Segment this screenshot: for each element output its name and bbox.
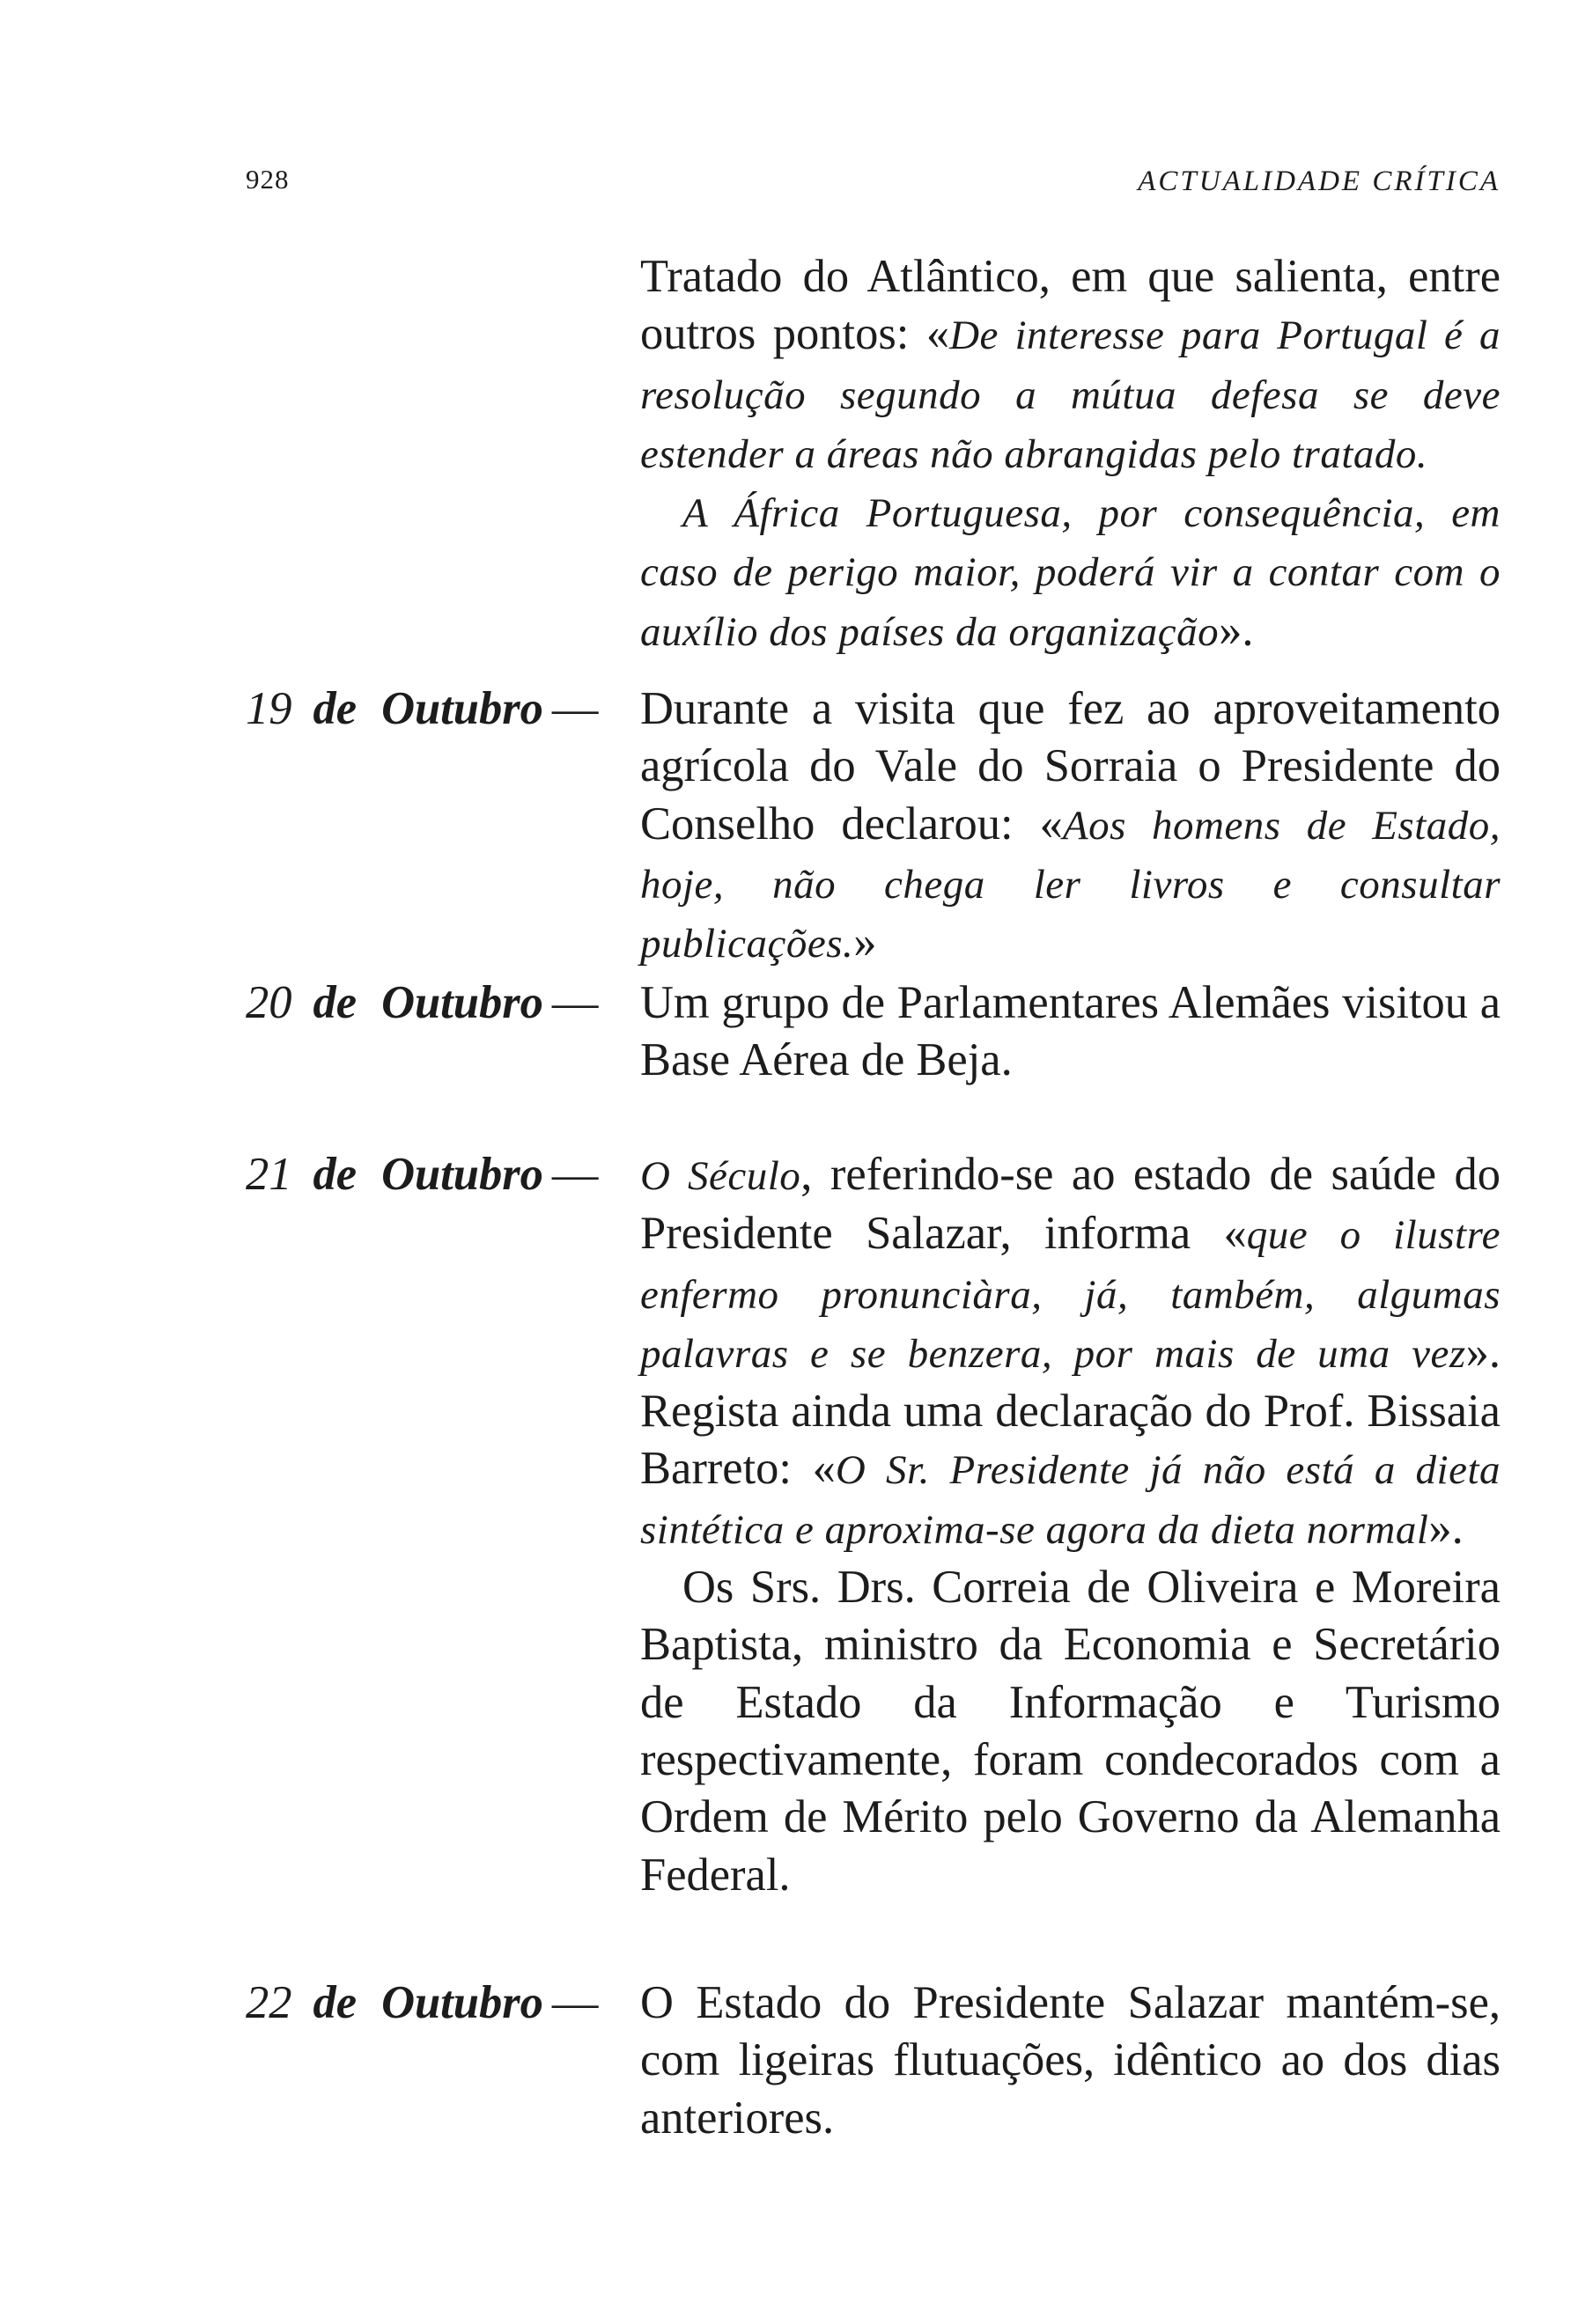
continuation-quote-close: ». [1219, 604, 1254, 656]
continuation-paragraph-2 [640, 483, 1501, 661]
entry-date-21 [246, 1146, 640, 1203]
entry-day: 21 [246, 1149, 292, 1200]
continuation-lead: Tratado do Atlântico, em que salienta, entre outros pontos: « [640, 251, 1501, 360]
entry-body-22 [640, 1975, 1501, 2147]
entry-paragraph [640, 1146, 1501, 1559]
entry-day: 22 [246, 1977, 292, 2028]
entry-paragraph-2: Os Srs. Drs. Correia de Oliveira e Moreira Baptista, ministro da Economia e Secretário de Estado da Informação e Turismo respectivamente, foram condecorados com a Ordem de Mérito pelo Governo da Alemanha Federal. [640, 1562, 1501, 1901]
continuation-quote-2: A África Portuguesa, por consequência, em caso de perigo maior, poderá vir a contar com o auxílio dos países da organização [640, 490, 1501, 655]
entry-text: , referindo-se ao estado de saúde do Presidente Salazar, informa « [640, 1149, 1501, 1260]
entry-month: Outubro [381, 1149, 543, 1200]
continuation-quote-1: De interesse para Portugal é a resolução segundo a mútua defesa se deve estender a áreas não abrangidas pelo tratado. [640, 313, 1501, 477]
continuation-paragraph [640, 248, 1501, 483]
entry-body-19 [640, 680, 1501, 973]
entry-dash: — [551, 683, 599, 734]
entry-body-20 [640, 974, 1501, 1090]
entry-de: de [313, 1149, 358, 1200]
continuation-block [640, 248, 1501, 661]
entry-body-21 [640, 1146, 1501, 1904]
entry-day: 19 [246, 683, 292, 734]
entry-de: de [313, 977, 358, 1028]
entry-paragraph [640, 680, 1501, 973]
entry-text: ». Regista ainda uma declaração do Prof. Bissaia Barreto: « [640, 1326, 1501, 1495]
entry-dash: — [551, 1149, 599, 1200]
entry-date-22 [246, 1975, 640, 2032]
entry-month: Outubro [381, 977, 543, 1028]
page-number: 928 [246, 164, 290, 195]
entry-month: Outubro [381, 1977, 543, 2028]
entry-de: de [313, 683, 358, 734]
running-title: ACTUALIDADE CRÍTICA [1138, 165, 1501, 197]
entry-month: Outubro [381, 683, 543, 734]
entry-day: 20 [246, 977, 292, 1028]
entry-date-19 [246, 680, 640, 738]
entry-de: de [313, 1977, 358, 2028]
entry-quote: que o ilustre enfermo pronunciàra, já, também, algumas palavras e se benzera, por mais de uma vez [640, 1212, 1501, 1377]
entry-quote: O Sr. Presidente já não está a dieta sintética e aproxima-se agora da dieta normal [640, 1447, 1501, 1553]
entry-text: Durante a visita que fez ao aproveitamento agrícola do Vale do Sorraia o Presidente do Conselho declarou: « [640, 683, 1501, 849]
entry-quote: Aos homens de Estado, hoje, não chega ler livros e consultar publicações. [640, 802, 1501, 967]
entry-paragraph: Um grupo de Parlamentares Alemães visitou a Base Aérea de Beja. [640, 977, 1501, 1086]
entry-dash: — [551, 1977, 599, 2028]
entry-dash: — [551, 977, 599, 1028]
entry-quote-close: » [853, 916, 877, 968]
entry-paragraph: O Estado do Presidente Salazar mantém-se, com ligeiras flutuações, idêntico ao dos dias anteriores. [640, 1977, 1501, 2144]
entry-text: ». [1428, 1502, 1464, 1554]
newspaper-title: O Século [640, 1153, 801, 1199]
entry-date-20 [246, 974, 640, 1032]
